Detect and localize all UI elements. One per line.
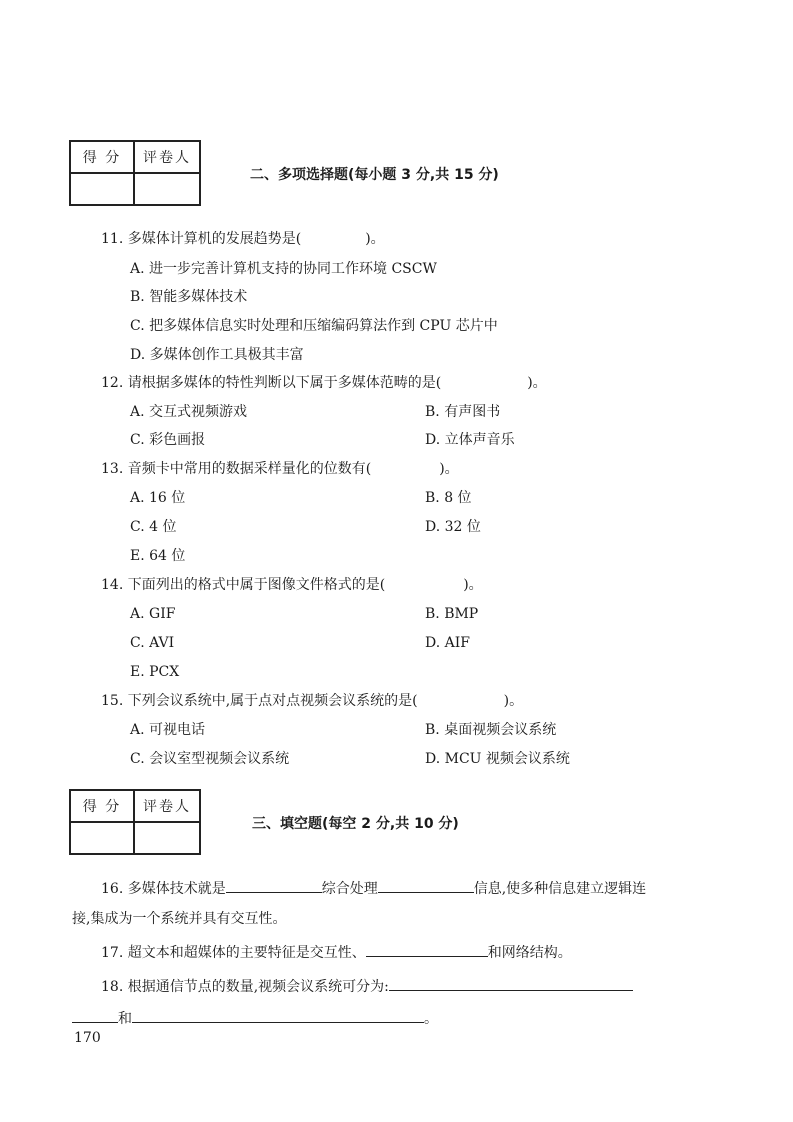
question-15-stem: 15. 下列会议系统中,属于点对点视频会议系统的是( <box>101 693 418 709</box>
question-11 <box>101 230 385 248</box>
grader-cell <box>134 822 200 854</box>
option-11-b: B. 智能多媒体技术 <box>130 289 248 305</box>
option-15-a: A. 可视电话 <box>130 722 206 738</box>
question-13 <box>101 460 459 478</box>
page-number: 170 <box>74 1030 101 1046</box>
question-11-stem: 11. 多媒体计算机的发展趋势是( <box>101 231 302 247</box>
answer-blank[interactable] <box>226 878 322 893</box>
answer-blank[interactable] <box>366 942 488 957</box>
option-12-a: A. 交互式视频游戏 <box>130 404 248 420</box>
option-14-a: A. GIF <box>130 606 176 622</box>
question-12-close: )。 <box>527 375 547 391</box>
grader-header: 评卷人 <box>134 141 200 173</box>
question-12-stem: 12. 请根据多媒体的特性判断以下属于多媒体范畴的是( <box>101 375 442 391</box>
question-16-text-2: 综合处理 <box>321 881 378 897</box>
option-14-c: C. AVI <box>130 635 175 651</box>
question-14 <box>101 576 483 594</box>
answer-blank[interactable] <box>72 1008 118 1023</box>
option-14-d: D. AIF <box>425 635 470 651</box>
question-17-text-2: 和网络结构。 <box>487 945 572 961</box>
answer-blank[interactable] <box>378 878 474 893</box>
question-17-text-1: 17. 超文本和超媒体的主要特征是交互性、 <box>101 945 366 961</box>
question-18-text-3: 。 <box>424 1011 438 1027</box>
question-16-text-1: 16. 多媒体技术就是 <box>101 881 226 897</box>
question-15 <box>101 692 523 710</box>
grader-header: 评卷人 <box>134 790 200 822</box>
option-12-b: B. 有声图书 <box>425 404 501 420</box>
section-title-multiple-choice: 二、多项选择题(每小题 3 分,共 15 分) <box>250 167 499 183</box>
option-11-a: A. 进一步完善计算机支持的协同工作环境 CSCW <box>130 261 437 277</box>
question-11-close: )。 <box>365 231 385 247</box>
option-14-b: B. BMP <box>425 606 479 622</box>
answer-blank[interactable] <box>389 976 633 991</box>
question-18-continuation <box>72 1008 438 1028</box>
option-12-d: D. 立体声音乐 <box>425 432 515 448</box>
question-14-stem: 14. 下面列出的格式中属于图像文件格式的是( <box>101 577 386 593</box>
section-title-fill-in: 三、填空题(每空 2 分,共 10 分) <box>252 816 459 832</box>
score-cell <box>70 173 134 205</box>
option-14-e: E. PCX <box>130 664 180 680</box>
question-16-text-3: 信息,使多种信息建立逻辑连 <box>473 881 647 897</box>
question-13-close: )。 <box>439 461 459 477</box>
score-header: 得 分 <box>70 141 134 173</box>
option-13-c: C. 4 位 <box>130 519 177 535</box>
score-header: 得 分 <box>70 790 134 822</box>
question-15-close: )。 <box>503 693 524 709</box>
question-12 <box>101 374 547 392</box>
question-16-continuation: 接,集成为一个系统并具有交互性。 <box>72 911 287 927</box>
score-table-section3 <box>69 789 201 855</box>
option-15-b: B. 桌面视频会议系统 <box>425 722 557 738</box>
option-11-c: C. 把多媒体信息实时处理和压缩编码算法作到 CPU 芯片中 <box>130 318 498 334</box>
option-12-c: C. 彩色画报 <box>130 432 206 448</box>
question-16 <box>101 878 646 898</box>
question-14-close: )。 <box>463 577 483 593</box>
score-table-section2 <box>69 140 201 206</box>
option-13-a: A. 16 位 <box>130 490 186 506</box>
option-13-b: B. 8 位 <box>425 490 472 506</box>
score-cell <box>70 822 134 854</box>
option-13-e: E. 64 位 <box>130 548 186 564</box>
option-13-d: D. 32 位 <box>425 519 481 535</box>
option-11-d: D. 多媒体创作工具极其丰富 <box>130 347 304 363</box>
option-15-d: D. MCU 视频会议系统 <box>425 751 570 767</box>
grader-cell <box>134 173 200 205</box>
question-18-text-1: 18. 根据通信节点的数量,视频会议系统可分为: <box>101 979 389 995</box>
question-18-text-2: 和 <box>118 1011 132 1027</box>
question-18 <box>101 976 633 996</box>
question-17 <box>101 942 572 962</box>
answer-blank[interactable] <box>132 1008 424 1023</box>
question-13-stem: 13. 音频卡中常用的数据采样量化的位数有( <box>101 461 372 477</box>
option-15-c: C. 会议室型视频会议系统 <box>130 751 290 767</box>
